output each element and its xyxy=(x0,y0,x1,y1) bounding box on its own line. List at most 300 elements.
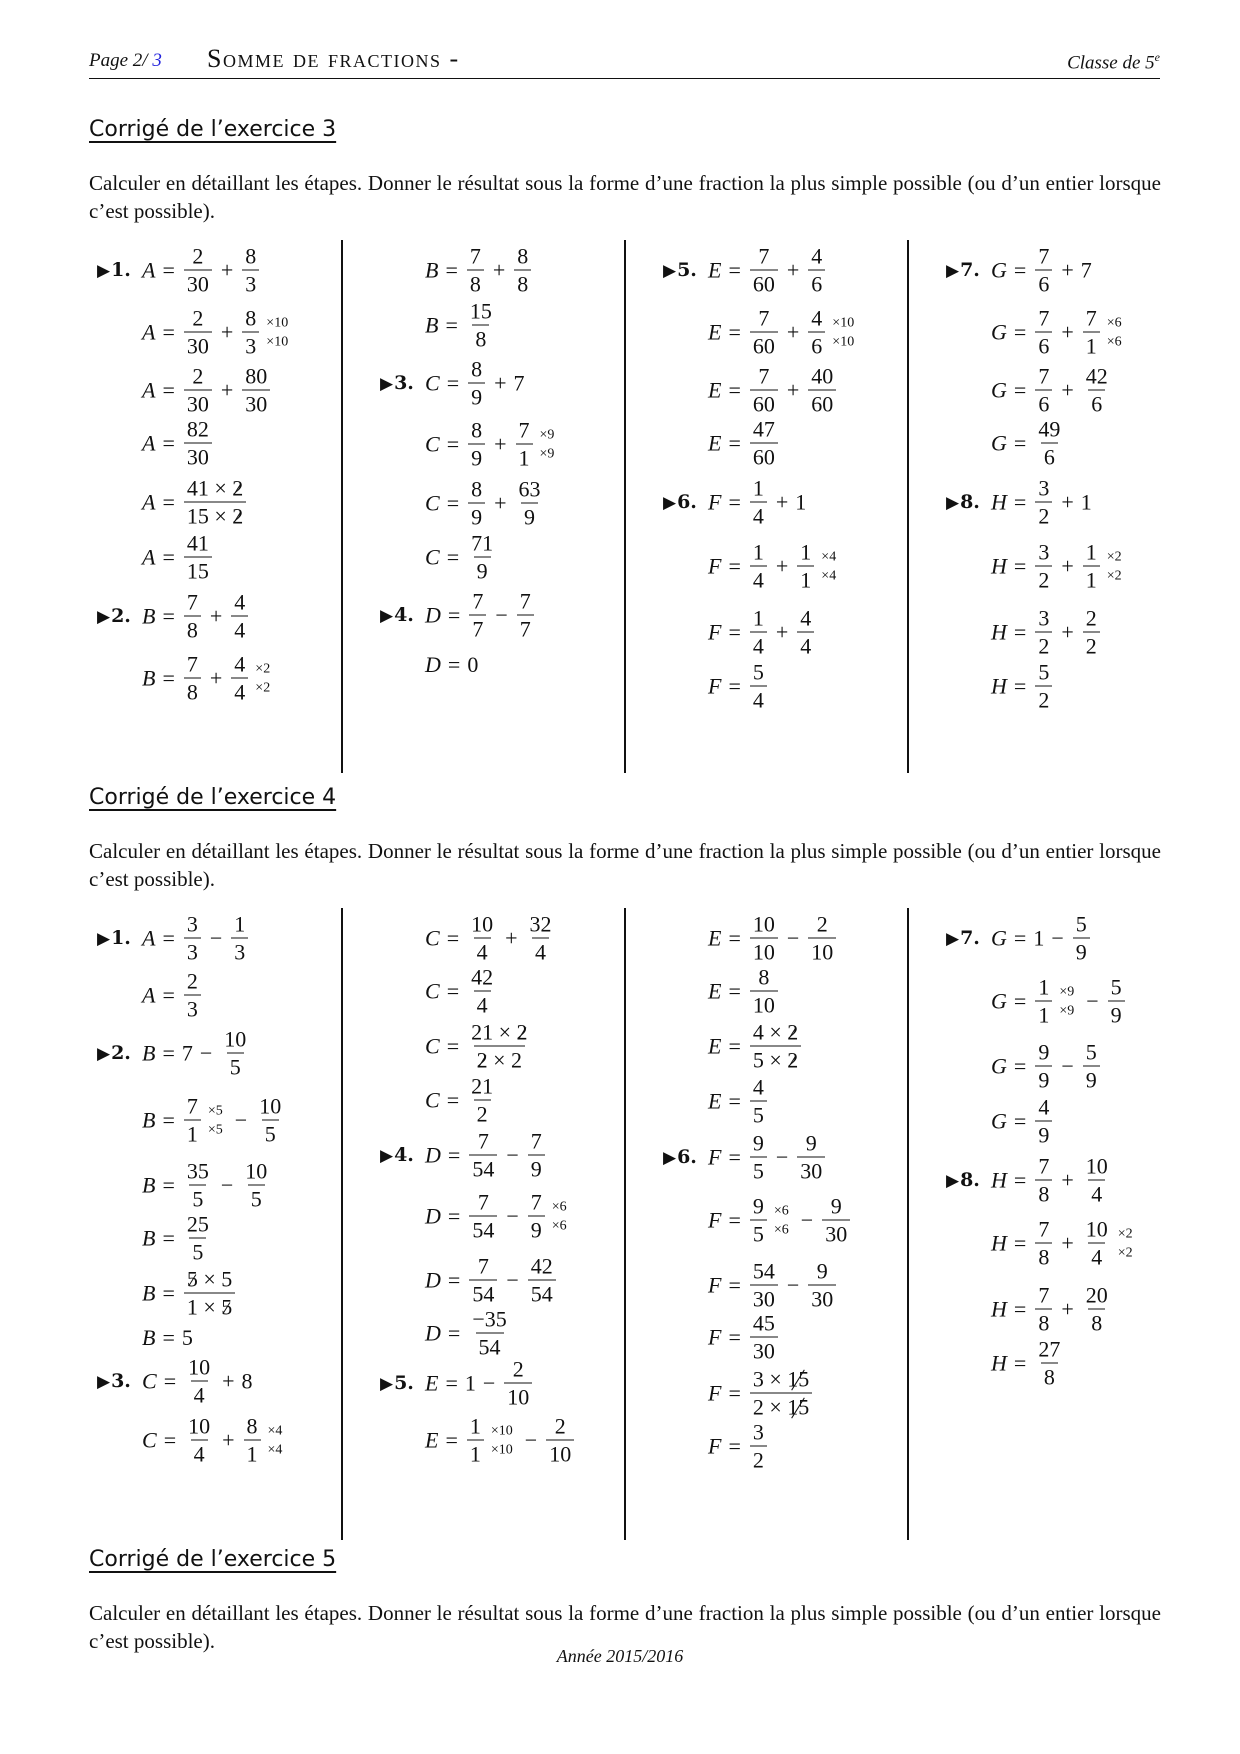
numerator: 42 xyxy=(530,1253,553,1279)
operator: − xyxy=(209,925,223,950)
numerator: 7 xyxy=(758,305,770,331)
variable: D xyxy=(425,1267,441,1292)
operator: − xyxy=(775,1144,789,1169)
numerator: ×5 xyxy=(207,1103,223,1118)
fraction xyxy=(1083,363,1111,418)
equation xyxy=(708,416,780,471)
variable: A xyxy=(142,544,156,569)
numerator: 42 xyxy=(471,964,494,990)
question-number: ▶ 3. xyxy=(380,372,414,394)
equation xyxy=(142,1158,272,1213)
numerator: 82 xyxy=(186,416,209,442)
denominator: 1 xyxy=(244,1440,261,1468)
equation xyxy=(708,1419,769,1474)
fraction xyxy=(1083,1216,1111,1271)
document-title: Somme de fractions - xyxy=(207,44,460,73)
operator: − xyxy=(1086,988,1099,1013)
variable: B xyxy=(425,312,439,337)
fraction xyxy=(184,475,246,530)
operator: + xyxy=(1061,553,1074,578)
fraction xyxy=(1035,539,1052,594)
fraction xyxy=(184,968,201,1023)
numerator: 3 xyxy=(1038,539,1050,565)
equation xyxy=(142,1211,214,1266)
denominator: 8 xyxy=(184,616,201,644)
numerator: ×6 xyxy=(773,1203,789,1218)
denominator: 4 xyxy=(797,632,814,660)
multiplier-fraction xyxy=(265,1421,286,1459)
numerator: 10 xyxy=(1085,1153,1108,1179)
equals-sign: = xyxy=(728,619,741,644)
cancelled-factor: 2 xyxy=(787,1047,799,1073)
variable: H xyxy=(991,553,1007,578)
denominator: 4 xyxy=(1088,1180,1105,1208)
numerator: 1 xyxy=(800,539,812,565)
numerator: ×9 xyxy=(539,427,555,442)
fraction xyxy=(184,305,212,360)
fraction xyxy=(467,243,484,298)
fraction xyxy=(1035,974,1052,1029)
fraction xyxy=(797,1130,825,1185)
numerator: 1 xyxy=(469,1413,481,1439)
equation xyxy=(991,363,1113,418)
numerator: 8 xyxy=(246,1413,258,1439)
equals-sign: = xyxy=(1013,1053,1027,1078)
operator: + xyxy=(222,1427,235,1452)
equation xyxy=(425,588,536,643)
equals-sign: = xyxy=(728,673,741,698)
fraction xyxy=(468,356,485,411)
variable: C xyxy=(425,370,440,395)
operator: − xyxy=(506,1267,519,1292)
equation xyxy=(708,1366,814,1421)
variable: F xyxy=(708,619,722,644)
fraction xyxy=(750,1310,778,1365)
equals-sign: = xyxy=(162,1225,175,1250)
fraction xyxy=(527,911,555,966)
numerator: 8 xyxy=(471,476,483,502)
denominator: 3 xyxy=(242,270,259,298)
numerator: 1 xyxy=(752,539,764,565)
fraction xyxy=(231,911,248,966)
fraction xyxy=(1035,475,1052,530)
numerator: 7 xyxy=(186,651,198,677)
denominator: 9 xyxy=(1035,1121,1052,1149)
equals-sign: = xyxy=(162,1040,175,1065)
equals-sign: = xyxy=(1013,553,1027,578)
equation xyxy=(142,911,250,966)
equation xyxy=(991,659,1054,714)
variable: D xyxy=(425,1203,441,1228)
denominator: 9 xyxy=(521,503,538,531)
variable: C xyxy=(142,1368,157,1393)
equals-sign: = xyxy=(447,1267,461,1292)
question-number: ▶ 1. xyxy=(97,927,131,949)
equals-sign: = xyxy=(1013,1167,1027,1192)
equals-sign: = xyxy=(1013,1230,1027,1255)
fraction xyxy=(750,243,778,298)
cancelled-factor: 2 xyxy=(232,475,244,501)
denominator: 4 xyxy=(750,502,767,530)
numerator: 8 xyxy=(517,243,529,269)
numerator: 4 xyxy=(811,305,823,331)
equation xyxy=(142,305,293,360)
numerator: 20 xyxy=(1085,1282,1108,1308)
operator: + xyxy=(1061,1167,1074,1192)
variable: D xyxy=(425,602,441,627)
equals-sign: = xyxy=(162,430,175,455)
equation xyxy=(142,968,203,1023)
numerator: 3 × 15 xyxy=(752,1366,810,1392)
numerator: 4 xyxy=(234,651,246,677)
denominator: 1 xyxy=(1083,566,1100,594)
denominator: 9 xyxy=(528,1216,545,1244)
numerator: ×6 xyxy=(1106,315,1122,330)
fraction xyxy=(1035,1216,1052,1271)
numerator: 41 × 2 xyxy=(186,475,244,501)
denominator: 4 xyxy=(750,686,767,714)
numerator: 2 xyxy=(192,305,204,331)
page-total-link[interactable]: 3 xyxy=(152,50,162,71)
equation xyxy=(708,911,838,966)
variable: A xyxy=(142,257,156,282)
equation xyxy=(708,539,841,594)
fraction xyxy=(1035,363,1052,418)
numerator: 4 xyxy=(800,605,812,631)
multiplier-fraction xyxy=(537,425,558,463)
instruction-5: Calculer en détaillant les étapes. Donner le résultat sous la forme d’une fraction la plus simple possible (ou d’un entier lorsque c’est possible). xyxy=(89,1601,1161,1653)
equals-sign: = xyxy=(1013,1108,1027,1133)
numerator: 40 xyxy=(811,363,834,389)
cancelled-factor: 15 xyxy=(787,1366,810,1392)
numerator: 7 xyxy=(1038,305,1050,331)
exercise-column xyxy=(938,240,1188,773)
multiplier-fraction xyxy=(263,313,291,351)
equals-sign: = xyxy=(728,377,741,402)
multiplier-fraction xyxy=(205,1101,226,1139)
numerator: 54 xyxy=(752,1258,775,1284)
numerator: 25 xyxy=(186,1211,209,1237)
equation xyxy=(142,1325,193,1351)
fraction xyxy=(514,243,531,298)
numerator: 4 xyxy=(1038,1094,1050,1120)
variable: B xyxy=(142,1040,156,1065)
fraction xyxy=(750,416,778,471)
equals-sign: = xyxy=(1013,257,1027,282)
denominator: 9 xyxy=(468,444,485,472)
denominator: 9 xyxy=(1083,1066,1100,1094)
numerator: 8 xyxy=(245,243,257,269)
denominator: 15 xyxy=(184,557,212,585)
equals-sign: = xyxy=(447,1203,461,1228)
equation xyxy=(991,911,1092,966)
denominator: ×6 xyxy=(551,1218,567,1233)
numerator: 10 xyxy=(471,911,494,937)
denominator: 9 xyxy=(1035,1066,1052,1094)
equation xyxy=(708,1130,827,1185)
numerator: 7 xyxy=(477,1128,489,1154)
operator: + xyxy=(1061,489,1074,514)
numerator: 15 xyxy=(469,298,492,324)
numerator: 2 xyxy=(192,363,204,389)
equation xyxy=(708,475,806,530)
operator: + xyxy=(1061,1296,1074,1321)
equals-sign: = xyxy=(728,978,741,1003)
numerator: 7 xyxy=(1038,1153,1050,1179)
numerator: 9 xyxy=(752,1193,764,1219)
equals-sign: = xyxy=(1013,1296,1027,1321)
equals-sign: = xyxy=(162,257,175,282)
equals-sign: = xyxy=(163,1368,177,1393)
variable: E xyxy=(708,1088,722,1113)
numerator: 9 xyxy=(830,1193,842,1219)
denominator: 54 xyxy=(469,1216,497,1244)
section-title-3: Corrigé de l’exercice 3 xyxy=(89,117,337,142)
denominator: 30 xyxy=(808,1285,836,1313)
operator: + xyxy=(209,665,223,690)
variable: F xyxy=(708,489,722,514)
operator: + xyxy=(1061,319,1074,344)
variable: D xyxy=(425,1320,441,1345)
variable: D xyxy=(425,652,441,677)
variable: B xyxy=(425,257,439,282)
equals-sign: = xyxy=(163,1427,177,1452)
fraction xyxy=(231,651,248,706)
fraction xyxy=(750,363,778,418)
question-number: ▶ 4. xyxy=(380,604,414,626)
denominator: 4 xyxy=(231,616,248,644)
variable: E xyxy=(708,257,722,282)
variable: C xyxy=(425,1087,440,1112)
numerator: 3 xyxy=(752,1419,764,1445)
fraction xyxy=(750,1074,767,1129)
variable: E xyxy=(708,978,722,1003)
denominator: 30 xyxy=(184,443,212,471)
fraction xyxy=(185,1413,213,1468)
denominator: 6 xyxy=(1035,390,1052,418)
equation xyxy=(425,1189,572,1244)
equals-sign: = xyxy=(162,319,175,344)
equals-sign: = xyxy=(1013,377,1027,402)
multiplier-fraction xyxy=(252,659,273,697)
equation xyxy=(425,1253,558,1308)
numerator: 7 xyxy=(469,243,481,269)
denominator: 6 xyxy=(1035,332,1052,360)
operator: − xyxy=(524,1427,538,1452)
fraction xyxy=(469,1253,497,1308)
denominator: 4 xyxy=(191,1381,208,1409)
numerator: 4 xyxy=(752,1074,764,1100)
question-number: ▶ 8. xyxy=(946,1169,980,1191)
operator: − xyxy=(786,1272,800,1297)
numerator: 35 xyxy=(186,1158,209,1184)
column-divider xyxy=(341,240,343,773)
numerator: 5 xyxy=(1085,1039,1097,1065)
variable: G xyxy=(991,430,1007,455)
operator: + xyxy=(494,370,507,395)
fraction xyxy=(468,476,485,531)
fraction xyxy=(469,1128,497,1183)
variable: B xyxy=(142,1280,156,1305)
equation xyxy=(991,539,1127,594)
operator: + xyxy=(222,1368,235,1393)
multiplier-fraction xyxy=(1115,1224,1136,1262)
fraction xyxy=(528,1128,545,1183)
equals-sign: = xyxy=(162,925,175,950)
operator: + xyxy=(1061,619,1074,644)
denominator: 5 xyxy=(750,1220,767,1248)
variable: C xyxy=(425,925,440,950)
equals-sign: = xyxy=(728,489,741,514)
numerator: 21 xyxy=(471,1073,494,1099)
numerator: 2 xyxy=(186,968,198,994)
equation xyxy=(991,1094,1054,1149)
denominator: 6 xyxy=(1041,443,1058,471)
variable: H xyxy=(991,489,1007,514)
numerator: 5 xyxy=(1075,911,1087,937)
equals-sign: = xyxy=(445,1370,458,1395)
numerator: ×2 xyxy=(1117,1226,1133,1241)
numerator: 5 × 5 xyxy=(186,1266,233,1292)
numerator: 7 xyxy=(477,1189,489,1215)
fraction xyxy=(1083,1153,1111,1208)
equation xyxy=(142,1354,253,1409)
denominator: 8 xyxy=(1035,1243,1052,1271)
denominator: 30 xyxy=(797,1157,825,1185)
numerator: 7 xyxy=(530,1189,542,1215)
fraction xyxy=(184,416,212,471)
denominator: 10 xyxy=(750,991,778,1019)
denominator: ×2 xyxy=(255,680,271,695)
equation xyxy=(142,243,261,298)
fraction xyxy=(1083,1282,1111,1337)
equals-sign: = xyxy=(162,544,175,569)
denominator: 60 xyxy=(750,390,778,418)
multiplier-fraction xyxy=(1104,547,1125,585)
equation xyxy=(142,1266,237,1321)
denominator: 2 xyxy=(750,1446,767,1474)
multiplier-fraction xyxy=(549,1197,570,1235)
equation xyxy=(425,1306,512,1361)
equation xyxy=(708,1193,852,1248)
equals-sign: = xyxy=(1013,619,1027,644)
fraction xyxy=(184,363,212,418)
denominator: 2 × 2 xyxy=(474,1046,525,1074)
equation xyxy=(425,298,497,353)
variable: F xyxy=(708,1380,722,1405)
denominator: 4 xyxy=(191,1440,208,1468)
equals-sign: = xyxy=(447,1320,461,1345)
equation xyxy=(708,1074,769,1129)
fraction xyxy=(808,1258,836,1313)
numerator: 2 xyxy=(554,1413,566,1439)
denominator: 5 xyxy=(262,1120,279,1148)
operator: + xyxy=(220,319,234,344)
operator: − xyxy=(800,1207,814,1232)
integer: 1 xyxy=(464,1370,476,1395)
equals-sign: = xyxy=(728,925,741,950)
denominator: 5 xyxy=(750,1157,767,1185)
fraction xyxy=(468,1019,530,1074)
denominator: 2 xyxy=(1035,566,1052,594)
variable: A xyxy=(142,430,156,455)
equation xyxy=(425,356,525,411)
column-divider xyxy=(624,908,626,1540)
numerator: 5 xyxy=(1110,974,1122,1000)
multiplier-fraction xyxy=(829,313,857,351)
variable: F xyxy=(708,1433,722,1458)
operator: + xyxy=(775,553,789,578)
exercise-4-grid xyxy=(89,908,1161,1540)
denominator: 60 xyxy=(808,390,836,418)
fraction xyxy=(244,1413,261,1468)
variable: E xyxy=(708,430,722,455)
numerator: 7 xyxy=(1038,363,1050,389)
denominator: 3 xyxy=(242,332,259,360)
denominator: ×9 xyxy=(539,446,555,461)
equation xyxy=(425,1019,533,1074)
denominator: 5 xyxy=(227,1053,244,1081)
question-number: ▶ 6. xyxy=(663,491,697,513)
equation xyxy=(142,363,272,418)
denominator: 5 xyxy=(248,1185,265,1213)
exercise-column xyxy=(372,240,622,773)
denominator: 6 xyxy=(1035,270,1052,298)
equation xyxy=(991,305,1127,360)
multiplier-fraction xyxy=(818,547,839,585)
equals-sign: = xyxy=(728,430,741,455)
equation xyxy=(425,1413,576,1468)
equals-sign: = xyxy=(445,257,458,282)
equation xyxy=(708,659,769,714)
denominator: 8 xyxy=(1035,1180,1052,1208)
fraction xyxy=(1083,305,1100,360)
equation xyxy=(991,1336,1065,1391)
fraction xyxy=(184,1093,201,1148)
equals-sign: = xyxy=(162,603,175,628)
denominator: 6 xyxy=(808,332,825,360)
question-number: ▶ 1. xyxy=(97,259,131,281)
numerator: ×2 xyxy=(1106,549,1122,564)
operator: − xyxy=(234,1107,248,1132)
equation xyxy=(425,476,546,531)
question-number: ▶ 6. xyxy=(663,1146,697,1168)
equals-sign: = xyxy=(1013,489,1027,514)
equals-sign: = xyxy=(162,1107,175,1132)
equals-sign: = xyxy=(1013,925,1027,950)
variable: A xyxy=(142,982,156,1007)
variable: G xyxy=(991,988,1007,1013)
denominator: 2 xyxy=(1035,686,1052,714)
fraction xyxy=(468,1073,496,1128)
variable: G xyxy=(991,925,1007,950)
operator: − xyxy=(506,1142,519,1167)
equals-sign: = xyxy=(1013,430,1027,455)
denominator: 9 xyxy=(474,557,491,585)
numerator: 7 xyxy=(530,1128,542,1154)
class-label-sup: e xyxy=(1154,50,1160,64)
operator: − xyxy=(1051,925,1064,950)
operator: + xyxy=(220,257,234,282)
equals-sign: = xyxy=(1013,673,1027,698)
fraction xyxy=(750,1193,767,1248)
equals-sign: = xyxy=(1013,319,1027,344)
denominator: 60 xyxy=(750,332,778,360)
numerator: 27 xyxy=(1038,1336,1061,1362)
denominator: 4 xyxy=(532,938,549,966)
variable: C xyxy=(142,1427,157,1452)
fraction xyxy=(1083,539,1100,594)
